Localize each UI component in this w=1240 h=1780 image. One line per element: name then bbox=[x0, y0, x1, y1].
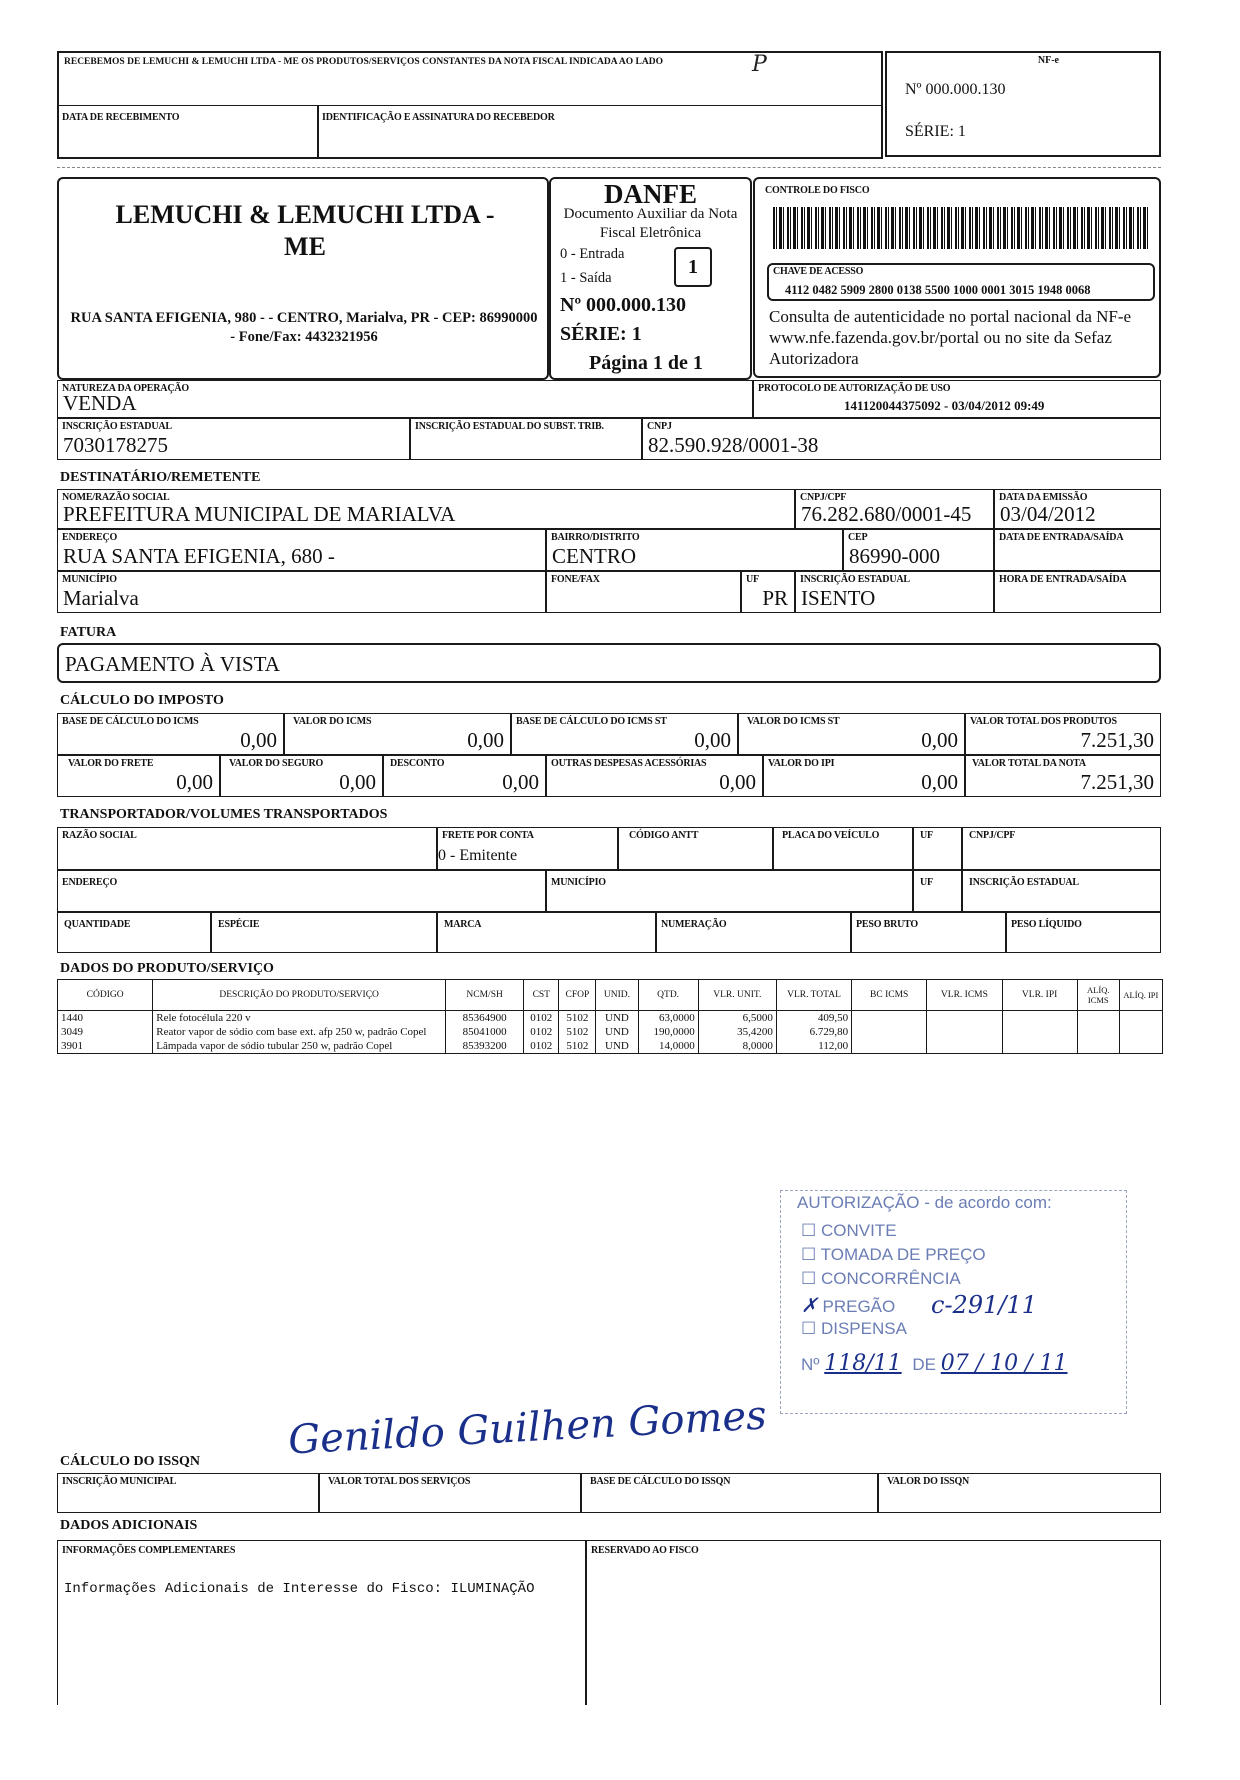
stamp-convite: ☐ CONVITE bbox=[801, 1221, 897, 1240]
transport-section-title: TRANSPORTADOR/VOLUMES TRANSPORTADOS bbox=[60, 807, 388, 822]
access-key-box bbox=[767, 263, 1155, 301]
volume-qty-field bbox=[57, 912, 211, 953]
col-description: DESCRIÇÃO DO PRODUTO/SERVIÇO bbox=[153, 980, 446, 1011]
danfe-series: SÉRIE: 1 bbox=[560, 323, 642, 345]
recipient-address-value: RUA SANTA EFIGENIA, 680 - bbox=[63, 544, 335, 568]
issuer-cnpj-label: CNPJ bbox=[647, 421, 672, 432]
recipient-name-field bbox=[57, 489, 795, 529]
receipt-text: RECEBEMOS DE LEMUCHI & LEMUCHI LTDA - ME OS PRODUTOS/SERVIÇOS CONSTANTES DA NOTA FISCAL INDICADA AO LADO bbox=[64, 57, 663, 67]
authorization-stamp bbox=[780, 1190, 1127, 1414]
access-key-label: CHAVE DE ACESSO bbox=[773, 266, 864, 277]
stamp-number-handwritten: 118/11 bbox=[824, 1351, 902, 1376]
authenticity-note: Consulta de autenticidade no portal nacional da NF-e www.nfe.fazenda.gov.br/portal ou no site da Sefaz Autorizadora bbox=[769, 307, 1132, 368]
recipient-address-label: ENDEREÇO bbox=[62, 532, 118, 543]
cut-line bbox=[57, 167, 1161, 168]
gross-weight-field bbox=[851, 912, 1006, 953]
tax-icms-st-value bbox=[738, 713, 965, 755]
row-cfop: 5102 bbox=[559, 1025, 596, 1039]
volume-numbering-label: NUMERAÇÃO bbox=[661, 919, 727, 930]
recipient-cnpj-field bbox=[795, 489, 994, 529]
stamp-convite-text: CONVITE bbox=[820, 1221, 897, 1240]
danfe-box bbox=[549, 177, 752, 380]
receipt-date-label: DATA DE RECEBIMENTO bbox=[62, 112, 180, 123]
issqn-services-field bbox=[319, 1473, 581, 1513]
row-unit-price: 35,4200 bbox=[698, 1025, 776, 1039]
carrier-address-label: ENDEREÇO bbox=[62, 877, 118, 888]
carrier-cnpj-label: CNPJ/CPF bbox=[969, 830, 1016, 841]
col-vlr-icms: VLR. ICMS bbox=[927, 980, 1002, 1011]
stamp-tomada: ☐ TOMADA DE PREÇO bbox=[801, 1245, 986, 1264]
volume-brand-field bbox=[437, 912, 656, 953]
receipt-signature-label: IDENTIFICAÇÃO E ASSINATURA DO RECEBEDOR bbox=[322, 112, 555, 123]
tax-icms-st-base-label: BASE DE CÁLCULO DO ICMS ST bbox=[516, 716, 667, 727]
tax-other-expenses-label: OUTRAS DESPESAS ACESSÓRIAS bbox=[551, 758, 707, 769]
additional-info-label: INFORMAÇÕES COMPLEMENTARES bbox=[62, 1545, 236, 1556]
issuer-name: LEMUCHI & LEMUCHI LTDA - ME bbox=[115, 200, 495, 261]
issuer-ie-label: INSCRIÇÃO ESTADUAL bbox=[62, 421, 172, 432]
col-qty: QTD. bbox=[638, 980, 698, 1011]
tax-icms-st-base-value: 0,00 bbox=[694, 728, 731, 752]
row-total: 409,50 bbox=[776, 1011, 851, 1026]
volume-numbering-field bbox=[656, 912, 851, 953]
tax-products-total bbox=[965, 713, 1161, 755]
row-qty: 63,0000 bbox=[638, 1011, 698, 1026]
table-row bbox=[58, 1039, 1163, 1054]
stamp-checkmark-icon: ✗ bbox=[801, 1293, 818, 1317]
tax-icms-value-label: VALOR DO ICMS bbox=[293, 716, 372, 727]
receipt-nfe-series: SÉRIE: 1 bbox=[905, 123, 966, 140]
issuer-ie-field bbox=[57, 418, 410, 460]
recipient-cep-field bbox=[843, 529, 994, 571]
recipient-city-label: MUNICÍPIO bbox=[62, 574, 117, 585]
receipt-nfe-number: Nº 000.000.130 bbox=[905, 81, 1006, 98]
volume-brand-label: MARCA bbox=[444, 919, 482, 930]
carrier-address-field bbox=[57, 870, 546, 912]
danfe-subtitle: Documento Auxiliar da Nota Fiscal Eletrônica bbox=[563, 206, 738, 241]
emission-date-value: 03/04/2012 bbox=[1000, 502, 1096, 526]
tax-icms-st-base bbox=[511, 713, 738, 755]
stamp-date-handwritten: 07 / 10 / 11 bbox=[940, 1351, 1068, 1376]
issqn-value-field bbox=[878, 1473, 1161, 1513]
vehicle-plate-label: PLACA DO VEÍCULO bbox=[782, 830, 880, 841]
tax-discount-value: 0,00 bbox=[502, 770, 539, 794]
recipient-city-field bbox=[57, 571, 546, 613]
stamp-tomada-text: TOMADA DE PREÇO bbox=[820, 1245, 986, 1264]
row-cfop: 5102 bbox=[559, 1011, 596, 1026]
tax-icms-st-value-label: VALOR DO ICMS ST bbox=[747, 716, 840, 727]
danfe-type-value: 1 bbox=[674, 247, 712, 287]
issqn-im-label: INSCRIÇÃO MUNICIPAL bbox=[62, 1476, 177, 1487]
table-row bbox=[58, 1011, 1163, 1026]
row-total: 112,00 bbox=[776, 1039, 851, 1054]
tax-products-total-label: VALOR TOTAL DOS PRODUTOS bbox=[970, 716, 1117, 727]
volume-qty-label: QUANTIDADE bbox=[64, 919, 131, 930]
carrier-uf2-field bbox=[913, 870, 962, 912]
row-qty: 190,0000 bbox=[638, 1025, 698, 1039]
invoice-section-title: FATURA bbox=[60, 625, 117, 640]
row-unit: UND bbox=[596, 1039, 638, 1054]
tax-section-title: CÁLCULO DO IMPOSTO bbox=[60, 693, 224, 708]
invoice-text: PAGAMENTO À VISTA bbox=[65, 652, 280, 676]
recipient-cep-label: CEP bbox=[848, 532, 868, 543]
receipt-nfe-box bbox=[885, 51, 1161, 157]
tax-icms-value bbox=[284, 713, 511, 755]
danfe-title: DANFE bbox=[604, 179, 697, 209]
emission-date-field bbox=[994, 489, 1161, 529]
tax-icms-base-label: BASE DE CÁLCULO DO ICMS bbox=[62, 716, 199, 727]
tax-insurance bbox=[220, 755, 383, 797]
carrier-city-label: MUNICÍPIO bbox=[551, 877, 606, 888]
issuer-box bbox=[57, 177, 549, 380]
freight-payer-label: FRETE POR CONTA bbox=[442, 830, 534, 841]
products-table bbox=[57, 979, 1163, 1054]
stamp-concorrencia: ☐ CONCORRÊNCIA bbox=[801, 1269, 961, 1288]
carrier-uf2-label: UF bbox=[920, 877, 933, 888]
recipient-address-field bbox=[57, 529, 546, 571]
recipient-phone-field bbox=[546, 571, 741, 613]
entry-time-field bbox=[994, 571, 1161, 613]
products-section-title: DADOS DO PRODUTO/SERVIÇO bbox=[60, 961, 274, 976]
stamp-dispensa-text: DISPENSA bbox=[820, 1319, 907, 1338]
freight-payer-value: 0 - Emitente bbox=[438, 847, 518, 864]
entry-time-label: HORA DE ENTRADA/SAÍDA bbox=[999, 574, 1127, 585]
recipient-city-value: Marialva bbox=[63, 586, 139, 610]
entry-date-field bbox=[994, 529, 1161, 571]
tax-ipi-label: VALOR DO IPI bbox=[768, 758, 835, 769]
col-cst: CST bbox=[524, 980, 559, 1011]
operation-nature-value: VENDA bbox=[63, 391, 137, 415]
recipient-section-title: DESTINATÁRIO/REMETENTE bbox=[60, 470, 261, 485]
fisco-control-label: CONTROLE DO FISCO bbox=[765, 185, 870, 196]
col-unit: UNID. bbox=[596, 980, 638, 1011]
recipient-cep-value: 86990-000 bbox=[849, 544, 940, 568]
gross-weight-label: PESO BRUTO bbox=[856, 919, 918, 930]
col-code: CÓDIGO bbox=[58, 980, 153, 1011]
additional-info-field bbox=[57, 1540, 586, 1705]
row-unit-price: 6,5000 bbox=[698, 1011, 776, 1026]
issuer-cnpj-value: 82.590.928/0001-38 bbox=[648, 433, 819, 457]
antt-label: CÓDIGO ANTT bbox=[629, 830, 699, 841]
carrier-uf-field bbox=[913, 827, 962, 870]
issqn-services-label: VALOR TOTAL DOS SERVIÇOS bbox=[328, 1476, 471, 1487]
issuer-ie-st-field bbox=[410, 418, 642, 460]
carrier-name-field bbox=[57, 827, 437, 870]
row-qty: 14,0000 bbox=[638, 1039, 698, 1054]
volume-species-label: ESPÉCIE bbox=[218, 919, 260, 930]
row-ncm: 85364900 bbox=[446, 1011, 524, 1026]
carrier-ie-field bbox=[962, 870, 1161, 912]
row-cst: 0102 bbox=[524, 1011, 559, 1026]
stamp-concorrencia-text: CONCORRÊNCIA bbox=[820, 1269, 961, 1288]
stamp-line-1: AUTORIZAÇÃO - de acordo com: bbox=[797, 1193, 1052, 1212]
danfe-saida: 1 - Saída bbox=[560, 270, 612, 286]
tax-discount bbox=[383, 755, 546, 797]
row-code: 1440 bbox=[58, 1011, 153, 1026]
recipient-uf-field bbox=[741, 571, 795, 613]
tax-ipi-value: 0,00 bbox=[921, 770, 958, 794]
recipient-phone-label: FONE/FAX bbox=[551, 574, 600, 585]
volume-species-field bbox=[211, 912, 437, 953]
issqn-section-title: CÁLCULO DO ISSQN bbox=[60, 1454, 201, 1469]
row-unit-price: 8,0000 bbox=[698, 1039, 776, 1054]
row-ncm: 85041000 bbox=[446, 1025, 524, 1039]
recipient-name-label: NOME/RAZÃO SOCIAL bbox=[62, 492, 170, 503]
tax-other-expenses-value: 0,00 bbox=[719, 770, 756, 794]
handwritten-signature: Genildo Guilhen Gomes bbox=[287, 1392, 768, 1464]
danfe-number: Nº 000.000.130 bbox=[560, 294, 687, 316]
carrier-ie-label: INSCRIÇÃO ESTADUAL bbox=[969, 877, 1079, 888]
recipient-name-value: PREFEITURA MUNICIPAL DE MARIALVA bbox=[63, 502, 456, 526]
danfe-page: Página 1 de 1 bbox=[589, 352, 703, 374]
products-header-row bbox=[58, 980, 1163, 1011]
row-description: Reator vapor de sódio com base ext. afp 250 w, padrão Copel bbox=[153, 1025, 446, 1039]
receipt-date-field[interactable] bbox=[57, 105, 319, 159]
access-key-barcode bbox=[773, 207, 1151, 249]
reserved-fisco-label: RESERVADO AO FISCO bbox=[591, 1545, 699, 1556]
receipt-nfe-label: NF-e bbox=[1037, 55, 1059, 66]
stamp-pregao-text: PREGÃO bbox=[822, 1297, 896, 1316]
tax-freight-value: 0,00 bbox=[176, 770, 213, 794]
issqn-base-label: BASE DE CÁLCULO DO ISSQN bbox=[590, 1476, 731, 1487]
additional-info-text: Informações Adicionais de Interesse do Fisco: ILUMINAÇÃO bbox=[64, 1581, 535, 1597]
freight-payer-field bbox=[437, 827, 618, 870]
tax-invoice-total-value: 7.251,30 bbox=[1080, 770, 1154, 794]
recipient-cnpj-label: CNPJ/CPF bbox=[800, 492, 847, 503]
stamp-number-row bbox=[801, 1351, 1068, 1376]
col-aliq-ipi: ALÍQ. IPI bbox=[1119, 980, 1162, 1011]
receipt-signature-field[interactable] bbox=[317, 105, 883, 159]
tax-freight bbox=[57, 755, 220, 797]
table-row bbox=[58, 1025, 1163, 1039]
tax-insurance-label: VALOR DO SEGURO bbox=[229, 758, 324, 769]
operation-nature-field bbox=[57, 380, 753, 418]
row-cst: 0102 bbox=[524, 1039, 559, 1054]
stamp-de: DE bbox=[912, 1355, 936, 1374]
tax-ipi bbox=[763, 755, 965, 797]
danfe-entrada: 0 - Entrada bbox=[560, 246, 625, 262]
tax-icms-st-value-value: 0,00 bbox=[921, 728, 958, 752]
tax-icms-value-value: 0,00 bbox=[467, 728, 504, 752]
row-unit: UND bbox=[596, 1025, 638, 1039]
receipt-handwritten-mark: P bbox=[752, 52, 767, 77]
carrier-city-field bbox=[546, 870, 913, 912]
net-weight-label: PESO LÍQUIDO bbox=[1011, 919, 1082, 930]
tax-insurance-value: 0,00 bbox=[339, 770, 376, 794]
stamp-number-prefix: Nº bbox=[801, 1355, 820, 1374]
reserved-fisco-field bbox=[586, 1540, 1161, 1705]
emission-date-label: DATA DA EMISSÃO bbox=[999, 492, 1088, 503]
row-unit: UND bbox=[596, 1011, 638, 1026]
col-ncm: NCM/SH bbox=[446, 980, 524, 1011]
vehicle-plate-field bbox=[773, 827, 913, 870]
row-ncm: 85393200 bbox=[446, 1039, 524, 1054]
col-aliq-icms: ALÍQ. ICMS bbox=[1077, 980, 1119, 1011]
invoice-box bbox=[57, 643, 1161, 683]
antt-field bbox=[618, 827, 773, 870]
row-cfop: 5102 bbox=[559, 1039, 596, 1054]
recipient-district-field bbox=[546, 529, 843, 571]
row-description: Lâmpada vapor de sódio tubular 250 w, padrão Copel bbox=[153, 1039, 446, 1054]
issuer-ie-value: 7030178275 bbox=[63, 433, 168, 457]
carrier-name-label: RAZÃO SOCIAL bbox=[62, 830, 137, 841]
col-vlr-ipi: VLR. IPI bbox=[1002, 980, 1077, 1011]
recipient-uf-value: PR bbox=[762, 586, 788, 610]
protocol-value: 141120044375092 - 03/04/2012 09:49 bbox=[844, 398, 1045, 413]
tax-icms-base bbox=[57, 713, 284, 755]
stamp-pregao bbox=[801, 1293, 895, 1317]
row-cst: 0102 bbox=[524, 1025, 559, 1039]
row-description: Rele fotocélula 220 v bbox=[153, 1011, 446, 1026]
row-total: 6.729,80 bbox=[776, 1025, 851, 1039]
access-key-value: 4112 0482 5909 2800 0138 5500 1000 0001 3015 1948 0068 bbox=[785, 283, 1091, 297]
protocol-label: PROTOCOLO DE AUTORIZAÇÃO DE USO bbox=[758, 383, 951, 394]
issqn-base-field bbox=[581, 1473, 878, 1513]
tax-icms-base-value: 0,00 bbox=[240, 728, 277, 752]
recipient-cnpj-value: 76.282.680/0001-45 bbox=[801, 502, 972, 526]
recipient-district-label: BAIRRO/DISTRITO bbox=[551, 532, 640, 543]
stamp-dispensa: ☐ DISPENSA bbox=[801, 1319, 907, 1338]
tax-freight-label: VALOR DO FRETE bbox=[68, 758, 154, 769]
recipient-ie-field bbox=[795, 571, 994, 613]
tax-discount-label: DESCONTO bbox=[390, 758, 445, 769]
recipient-uf-label: UF bbox=[746, 574, 759, 585]
col-total: VLR. TOTAL bbox=[776, 980, 851, 1011]
net-weight-field bbox=[1006, 912, 1161, 953]
operation-nature-label: NATUREZA DA OPERAÇÃO bbox=[62, 383, 189, 394]
tax-products-total-value: 7.251,30 bbox=[1080, 728, 1154, 752]
col-bc-icms: BC ICMS bbox=[852, 980, 927, 1011]
issuer-address: RUA SANTA EFIGENIA, 980 - - CENTRO, Marialva, PR - CEP: 86990000 - Fone/Fax: 4432321956 bbox=[70, 310, 538, 345]
issqn-im-field bbox=[57, 1473, 319, 1513]
protocol-field bbox=[753, 380, 1161, 418]
tax-other-expenses bbox=[546, 755, 763, 797]
entry-date-label: DATA DE ENTRADA/SAÍDA bbox=[999, 532, 1124, 543]
row-code: 3049 bbox=[58, 1025, 153, 1039]
stamp-pregao-handwritten: c-291/11 bbox=[931, 1291, 1037, 1319]
recipient-ie-value: ISENTO bbox=[801, 586, 876, 610]
col-cfop: CFOP bbox=[559, 980, 596, 1011]
issuer-ie-st-label: INSCRIÇÃO ESTADUAL DO SUBST. TRIB. bbox=[415, 421, 604, 432]
carrier-uf-label: UF bbox=[920, 830, 933, 841]
issuer-cnpj-field bbox=[642, 418, 1161, 460]
additional-section-title: DADOS ADICIONAIS bbox=[60, 1518, 198, 1533]
tax-invoice-total bbox=[965, 755, 1161, 797]
row-code: 3901 bbox=[58, 1039, 153, 1054]
tax-invoice-total-label: VALOR TOTAL DA NOTA bbox=[972, 758, 1086, 769]
issqn-value-label: VALOR DO ISSQN bbox=[887, 1476, 970, 1487]
carrier-cnpj-field bbox=[962, 827, 1161, 870]
recipient-district-value: CENTRO bbox=[552, 544, 636, 568]
recipient-ie-label: INSCRIÇÃO ESTADUAL bbox=[800, 574, 910, 585]
col-unit-price: VLR. UNIT. bbox=[698, 980, 776, 1011]
